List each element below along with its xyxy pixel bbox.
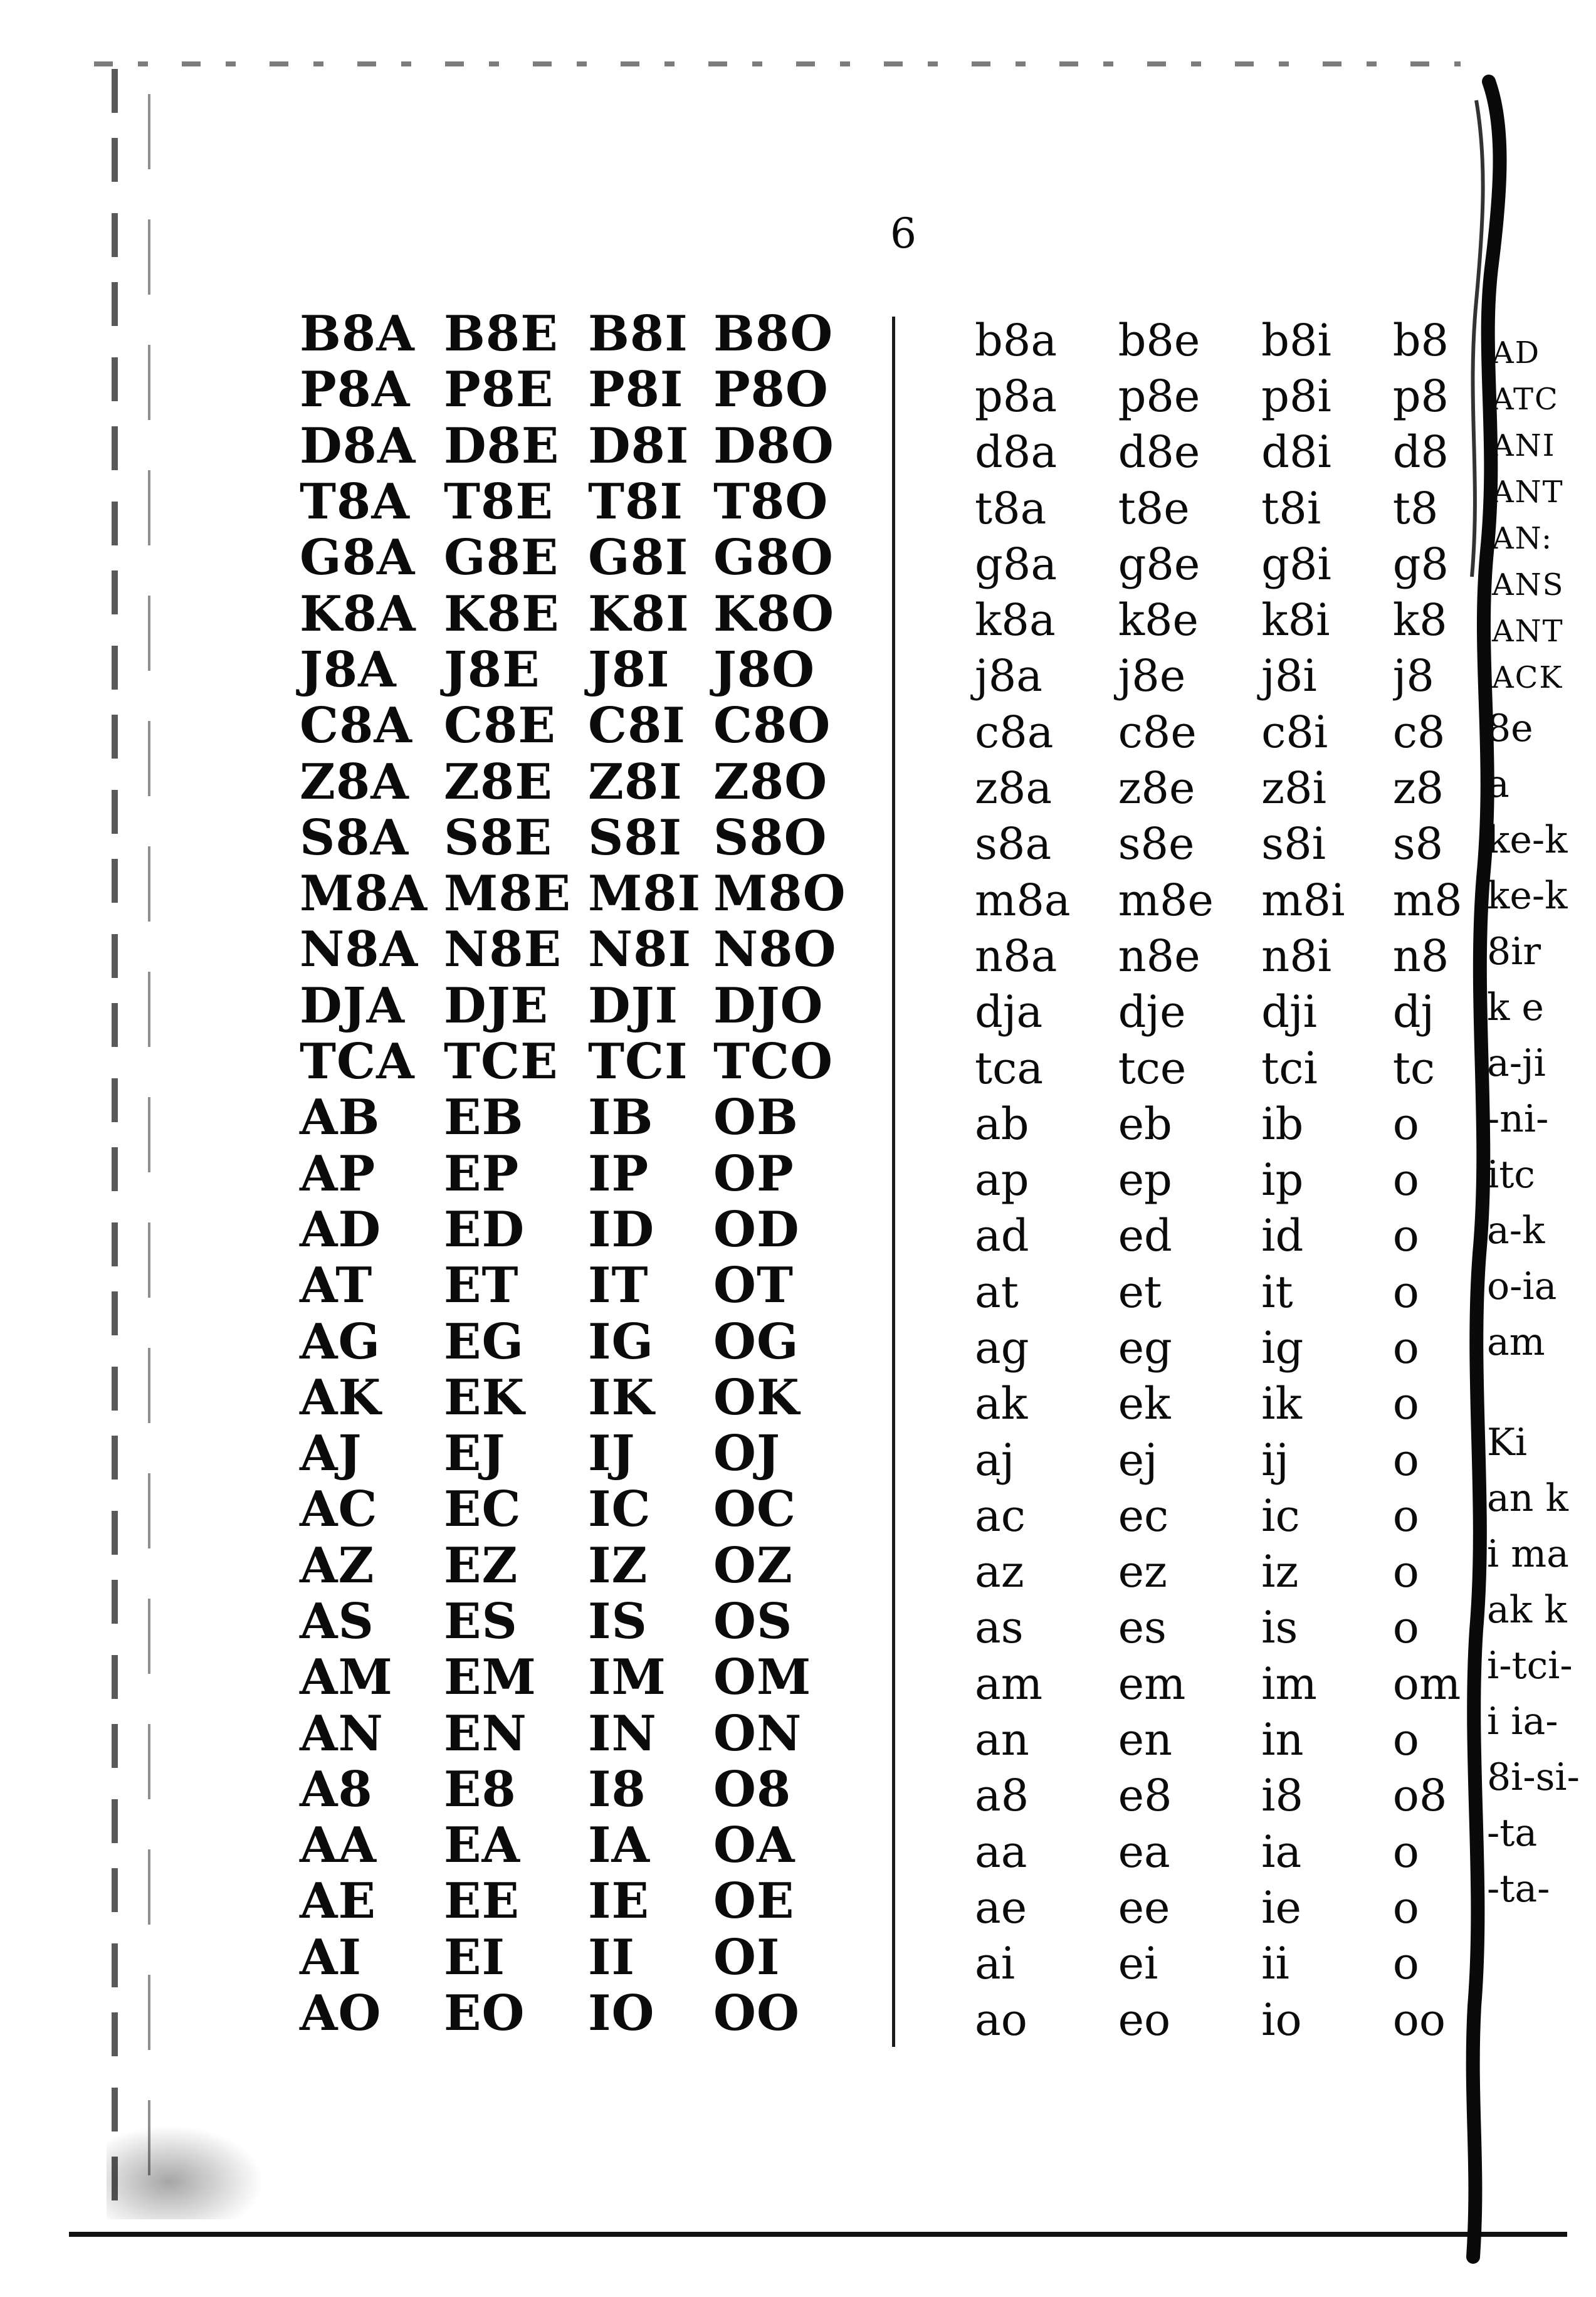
syllable-cell: S8A <box>300 809 409 866</box>
syllable-cell: et <box>1118 1266 1162 1318</box>
syllable-cell: OJ <box>713 1425 780 1483</box>
syllable-cell: b8a <box>975 314 1058 366</box>
syllable-cell: ib <box>1261 1098 1304 1150</box>
torn-fragment-text: an k <box>1487 1476 1568 1520</box>
syllable-cell: S8O <box>713 809 827 866</box>
syllable-cell: K8I <box>588 585 690 643</box>
torn-fragment-text: i ia- <box>1487 1700 1558 1743</box>
syllable-cell: dji <box>1261 986 1318 1038</box>
torn-fragment-text: ATC <box>1492 382 1559 417</box>
torn-fragment-text: ak k <box>1487 1588 1567 1632</box>
syllable-cell: c8i <box>1261 706 1328 758</box>
syllable-cell: g8e <box>1118 538 1200 590</box>
syllable-cell: E8 <box>444 1760 517 1818</box>
syllable-cell: b8 <box>1392 314 1449 366</box>
syllable-cell: EN <box>444 1705 527 1762</box>
syllable-cell: tc <box>1392 1042 1436 1094</box>
syllable-cell: AJ <box>300 1425 362 1483</box>
syllable-cell: ip <box>1261 1154 1304 1206</box>
syllable-cell: T8I <box>588 473 683 531</box>
syllable-cell: ai <box>975 1938 1016 1990</box>
syllable-cell: IN <box>588 1705 657 1762</box>
syllable-cell: P8A <box>300 361 411 419</box>
syllable-cell: o <box>1392 1546 1419 1598</box>
tear-edge <box>1473 81 1500 2257</box>
syllable-cell: N8I <box>588 921 692 979</box>
syllable-cell: o <box>1392 1434 1419 1486</box>
torn-fragment-text: -ta <box>1487 1811 1538 1855</box>
syllable-cell: Z8I <box>588 753 683 811</box>
syllable-cell: J8E <box>444 641 540 698</box>
syllable-cell: k8i <box>1261 594 1330 646</box>
syllable-cell: T8E <box>444 473 554 531</box>
syllable-cell: AO <box>300 1985 382 2042</box>
syllable-cell: ei <box>1118 1938 1158 1990</box>
syllable-cell: AZ <box>300 1537 375 1594</box>
syllable-cell: s8a <box>975 818 1052 870</box>
syllable-cell: t8a <box>975 482 1047 534</box>
syllable-cell: IO <box>588 1985 655 2042</box>
torn-fragment-text: ke-k <box>1487 874 1568 918</box>
page-number: 6 <box>890 209 916 258</box>
syllable-cell: at <box>975 1266 1019 1318</box>
syllable-cell: I8 <box>588 1760 646 1818</box>
syllable-cell: o <box>1392 1826 1419 1878</box>
syllable-cell: EI <box>444 1928 505 1986</box>
syllable-cell: TCE <box>444 1033 559 1091</box>
syllable-cell: IT <box>588 1257 649 1315</box>
syllable-cell: o <box>1392 1098 1419 1150</box>
syllable-cell: an <box>975 1714 1029 1766</box>
syllable-cell: IC <box>588 1481 651 1538</box>
torn-fragment-text: AD <box>1492 335 1541 371</box>
syllable-cell: eb <box>1118 1098 1172 1150</box>
syllable-cell: ig <box>1261 1322 1304 1374</box>
syllable-cell: M8I <box>588 865 701 923</box>
torn-fragment-text: ANT <box>1492 614 1564 649</box>
syllable-cell: t8e <box>1118 482 1190 534</box>
syllable-cell: am <box>975 1658 1043 1710</box>
syllable-cell: IG <box>588 1313 654 1370</box>
syllable-cell: ik <box>1261 1378 1302 1430</box>
syllable-cell: IJ <box>588 1425 636 1483</box>
syllable-cell: c8e <box>1118 706 1197 758</box>
syllable-cell: AG <box>300 1313 381 1370</box>
torn-fragment-text: a <box>1487 762 1509 806</box>
syllable-cell: A8 <box>300 1760 373 1818</box>
syllable-cell: EJ <box>444 1425 506 1483</box>
syllable-cell: az <box>975 1546 1024 1598</box>
syllable-cell: Z8E <box>444 753 553 811</box>
syllable-cell: C8I <box>588 697 686 755</box>
syllable-cell: o8 <box>1392 1770 1447 1822</box>
syllable-cell: K8E <box>444 585 560 643</box>
syllable-cell: ee <box>1118 1881 1170 1933</box>
syllable-cell: es <box>1118 1602 1167 1654</box>
syllable-cell: o <box>1392 1210 1419 1262</box>
syllable-cell: EP <box>444 1145 520 1202</box>
syllable-cell: ez <box>1118 1546 1167 1598</box>
syllable-cell: O8 <box>713 1760 792 1818</box>
syllable-cell: B8O <box>713 305 834 363</box>
syllable-cell: OA <box>713 1817 795 1874</box>
syllable-cell: Z8A <box>300 753 409 811</box>
syllable-cell: AI <box>300 1928 362 1986</box>
syllable-cell: o <box>1392 1322 1419 1374</box>
syllable-cell: OS <box>713 1592 793 1650</box>
syllable-cell: b8i <box>1261 314 1331 366</box>
syllable-cell: IP <box>588 1145 649 1202</box>
torn-fragment-text: i-tci- <box>1487 1644 1573 1688</box>
syllable-cell: G8O <box>713 529 834 587</box>
syllable-cell: IE <box>588 1873 649 1930</box>
syllable-cell: B8I <box>588 305 688 363</box>
syllable-cell: D8A <box>300 417 416 475</box>
syllable-cell: P8I <box>588 361 684 419</box>
syllable-cell: m8a <box>975 874 1071 926</box>
torn-fragment-text: am <box>1487 1320 1545 1364</box>
syllable-cell: o <box>1392 1938 1419 1990</box>
syllable-cell: OK <box>713 1369 800 1426</box>
syllable-cell: m8i <box>1261 874 1345 926</box>
syllable-cell: o <box>1392 1266 1419 1318</box>
syllable-cell: n8e <box>1118 930 1200 982</box>
syllable-cell: dje <box>1118 986 1186 1038</box>
syllable-cell: d8i <box>1261 426 1331 478</box>
syllable-cell: ak <box>975 1378 1028 1430</box>
syllable-cell: OD <box>713 1201 800 1258</box>
syllable-cell: p8e <box>1118 370 1200 422</box>
syllable-cell: N8E <box>444 921 562 979</box>
syllable-cell: tce <box>1118 1042 1187 1094</box>
syllable-cell: OM <box>713 1649 812 1706</box>
torn-fragment-text: ke-k <box>1487 818 1568 862</box>
syllable-cell: ej <box>1118 1434 1158 1486</box>
syllable-cell: em <box>1118 1658 1186 1710</box>
torn-fragment-text: ANS <box>1492 567 1565 602</box>
syllable-cell: EA <box>444 1817 520 1874</box>
torn-fragment-text: a-k <box>1487 1209 1545 1253</box>
syllable-cell: AK <box>300 1369 382 1426</box>
syllable-cell: in <box>1261 1714 1304 1766</box>
syllable-cell: G8I <box>588 529 689 587</box>
syllable-cell: K8A <box>300 585 416 643</box>
syllable-cell: e8 <box>1118 1770 1172 1822</box>
syllable-cell: AT <box>300 1257 373 1315</box>
syllable-cell: g8a <box>975 538 1058 590</box>
syllable-cell: AA <box>300 1817 377 1874</box>
syllable-cell: K8O <box>713 585 835 643</box>
syllable-cell: J8O <box>713 641 816 698</box>
syllable-cell: OC <box>713 1481 797 1538</box>
syllable-cell: n8 <box>1392 930 1449 982</box>
syllable-cell: ea <box>1118 1826 1170 1878</box>
syllable-cell: o <box>1392 1881 1419 1933</box>
syllable-cell: d8e <box>1118 426 1200 478</box>
syllable-cell: P8O <box>713 361 829 419</box>
syllable-cell: ET <box>444 1257 519 1315</box>
syllable-cell: AN <box>300 1705 384 1762</box>
syllable-cell: g8 <box>1392 538 1449 590</box>
syllable-cell: ag <box>975 1322 1029 1374</box>
syllable-cell: j8a <box>975 650 1042 702</box>
syllable-cell: ao <box>975 1994 1027 2046</box>
syllable-cell: AM <box>300 1649 393 1706</box>
torn-fragment-text: o-ia <box>1487 1264 1557 1308</box>
syllable-cell: EM <box>444 1649 537 1706</box>
syllable-cell: o <box>1392 1378 1419 1430</box>
syllable-cell: OE <box>713 1873 795 1930</box>
syllable-cell: dj <box>1392 986 1435 1038</box>
torn-fragment-text: ANI <box>1492 428 1556 463</box>
syllable-cell: j8 <box>1392 650 1434 702</box>
syllable-cell: en <box>1118 1714 1173 1766</box>
syllable-cell: oo <box>1392 1994 1446 2046</box>
syllable-cell: is <box>1261 1602 1298 1654</box>
syllable-cell: im <box>1261 1658 1317 1710</box>
syllable-cell: k8a <box>975 594 1056 646</box>
syllable-cell: G8A <box>300 529 416 587</box>
syllable-cell: ac <box>975 1490 1026 1542</box>
syllable-cell: AB <box>300 1089 381 1147</box>
syllable-cell: IZ <box>588 1537 648 1594</box>
torn-fragment-text: i ma <box>1487 1532 1569 1576</box>
syllable-cell: s8i <box>1261 818 1326 870</box>
syllable-cell: AC <box>300 1481 378 1538</box>
syllable-cell: EB <box>444 1089 524 1147</box>
syllable-cell: DJE <box>444 977 549 1034</box>
syllable-cell: IB <box>588 1089 654 1147</box>
syllable-cell: M8O <box>713 865 846 923</box>
syllable-cell: AD <box>300 1201 382 1258</box>
syllable-cell: dja <box>975 986 1043 1038</box>
syllable-cell: TCO <box>713 1033 834 1091</box>
syllable-cell: TCA <box>300 1033 415 1091</box>
syllable-cell: DJA <box>300 977 406 1034</box>
syllable-cell: ep <box>1118 1154 1172 1206</box>
syllable-cell: tca <box>975 1042 1044 1094</box>
syllable-cell: as <box>975 1602 1024 1654</box>
syllable-cell: ON <box>713 1705 802 1762</box>
syllable-cell: o <box>1392 1714 1419 1766</box>
syllable-cell: D8O <box>713 417 834 475</box>
syllable-cell: EG <box>444 1313 525 1370</box>
syllable-cell: c8 <box>1392 706 1446 758</box>
syllable-cell: C8E <box>444 697 556 755</box>
torn-fragment-text: ACK <box>1492 660 1563 695</box>
syllable-cell: k8e <box>1118 594 1199 646</box>
syllable-cell: iz <box>1261 1546 1299 1598</box>
syllable-cell: it <box>1261 1266 1293 1318</box>
syllable-cell: IM <box>588 1649 666 1706</box>
syllable-cell: j8e <box>1118 650 1186 702</box>
syllable-cell: ap <box>975 1154 1029 1206</box>
syllable-cell: N8A <box>300 921 419 979</box>
syllable-cell: id <box>1261 1210 1304 1262</box>
syllable-cell: z8e <box>1118 762 1195 814</box>
syllable-cell: N8O <box>713 921 837 979</box>
syllable-cell: AP <box>300 1145 376 1202</box>
syllable-cell: z8i <box>1261 762 1326 814</box>
syllable-cell: eg <box>1118 1322 1172 1374</box>
syllable-cell: om <box>1392 1658 1461 1710</box>
syllable-cell: T8A <box>300 473 410 531</box>
syllable-cell: a8 <box>975 1770 1029 1822</box>
syllable-cell: ii <box>1261 1938 1289 1990</box>
syllable-cell: OZ <box>713 1537 793 1594</box>
syllable-cell: aj <box>975 1434 1015 1486</box>
syllable-cell: IA <box>588 1817 651 1874</box>
syllable-cell: o <box>1392 1154 1419 1206</box>
torn-fragment-text: Ki <box>1487 1421 1528 1464</box>
syllable-cell: o <box>1392 1490 1419 1542</box>
syllable-cell: G8E <box>444 529 559 587</box>
syllable-cell: AE <box>300 1873 376 1930</box>
syllable-cell: b8e <box>1118 314 1200 366</box>
syllable-cell: P8E <box>444 361 554 419</box>
syllable-cell: eo <box>1118 1994 1171 2046</box>
syllable-cell: ia <box>1261 1826 1302 1878</box>
syllable-cell: j8i <box>1261 650 1317 702</box>
syllable-cell: ad <box>975 1210 1029 1262</box>
syllable-cell: z8 <box>1392 762 1444 814</box>
torn-fragment-text: 8e <box>1487 707 1533 750</box>
syllable-cell: EO <box>444 1985 525 2042</box>
syllable-cell: s8 <box>1392 818 1444 870</box>
syllable-cell: ES <box>444 1592 518 1650</box>
syllable-cell: o <box>1392 1602 1419 1654</box>
torn-fragment-text: 8ir <box>1487 930 1541 974</box>
syllable-cell: M8E <box>444 865 572 923</box>
syllable-cell: ij <box>1261 1434 1289 1486</box>
syllable-cell: p8a <box>975 370 1058 422</box>
syllable-cell: EZ <box>444 1537 518 1594</box>
syllable-cell: m8e <box>1118 874 1214 926</box>
syllable-cell: ie <box>1261 1881 1301 1933</box>
syllable-cell: Z8O <box>713 753 828 811</box>
syllable-cell: C8O <box>713 697 831 755</box>
torn-fragment-text: a-ji <box>1487 1041 1546 1085</box>
torn-fragment-text: 8i-si- <box>1487 1755 1580 1799</box>
syllable-cell: B8A <box>300 305 415 363</box>
torn-fragment-text: itc <box>1487 1153 1535 1197</box>
syllable-cell: p8i <box>1261 370 1331 422</box>
syllable-cell: n8a <box>975 930 1058 982</box>
syllable-cell: g8i <box>1261 538 1331 590</box>
syllable-cell: T8O <box>713 473 829 531</box>
torn-fragment-text: ANT <box>1492 475 1564 510</box>
syllable-cell: OP <box>713 1145 794 1202</box>
syllable-cell: S8I <box>588 809 683 866</box>
syllable-cell: tci <box>1261 1042 1318 1094</box>
syllable-cell: ek <box>1118 1378 1171 1430</box>
torn-fragment-text: -ta- <box>1487 1867 1550 1911</box>
syllable-cell: OO <box>713 1985 800 2042</box>
syllable-cell: M8A <box>300 865 428 923</box>
syllable-cell: AS <box>300 1592 374 1650</box>
syllable-cell: D8E <box>444 417 560 475</box>
syllable-cell: EE <box>444 1873 520 1930</box>
syllable-cell: io <box>1261 1994 1302 2046</box>
torn-fragment-text: -ni- <box>1487 1097 1549 1141</box>
syllable-cell: aa <box>975 1826 1027 1878</box>
syllable-cell: s8e <box>1118 818 1195 870</box>
syllable-cell: IS <box>588 1592 648 1650</box>
syllable-cell: EC <box>444 1481 522 1538</box>
syllable-cell: ec <box>1118 1490 1169 1542</box>
syllable-cell: J8I <box>588 641 670 698</box>
syllable-cell: t8i <box>1261 482 1321 534</box>
syllable-cell: C8A <box>300 697 412 755</box>
syllable-cell: TCI <box>588 1033 688 1091</box>
torn-fragment-text: k e <box>1487 986 1544 1029</box>
syllable-cell: ED <box>444 1201 525 1258</box>
syllable-cell: n8i <box>1261 930 1332 982</box>
syllable-cell: DJO <box>713 977 824 1034</box>
syllable-cell: OB <box>713 1089 799 1147</box>
syllable-cell: ed <box>1118 1210 1172 1262</box>
syllable-cell: S8E <box>444 809 553 866</box>
syllable-cell: k8 <box>1392 594 1447 646</box>
syllable-cell: z8a <box>975 762 1053 814</box>
syllable-cell: OI <box>713 1928 780 1986</box>
syllable-cell: i8 <box>1261 1770 1304 1822</box>
syllable-cell: t8 <box>1392 482 1439 534</box>
syllable-cell: ab <box>975 1098 1029 1150</box>
syllable-cell: m8 <box>1392 874 1462 926</box>
syllable-cell: d8 <box>1392 426 1449 478</box>
syllable-cell: OT <box>713 1257 794 1315</box>
torn-fragment-text: AN: <box>1492 521 1553 556</box>
syllable-cell: J8A <box>300 641 397 698</box>
syllable-cell: D8I <box>588 417 690 475</box>
syllable-cell: OG <box>713 1313 799 1370</box>
syllable-cell: p8 <box>1392 370 1449 422</box>
syllable-cell: d8a <box>975 426 1058 478</box>
syllable-cell: ID <box>588 1201 655 1258</box>
syllable-cell: IK <box>588 1369 655 1426</box>
syllable-cell: B8E <box>444 305 559 363</box>
syllable-cell: ae <box>975 1881 1027 1933</box>
syllable-cell: c8a <box>975 706 1054 758</box>
syllable-cell: ic <box>1261 1490 1300 1542</box>
syllable-cell: EK <box>444 1369 525 1426</box>
syllable-cell: DJI <box>588 977 679 1034</box>
syllable-cell: II <box>588 1928 635 1986</box>
